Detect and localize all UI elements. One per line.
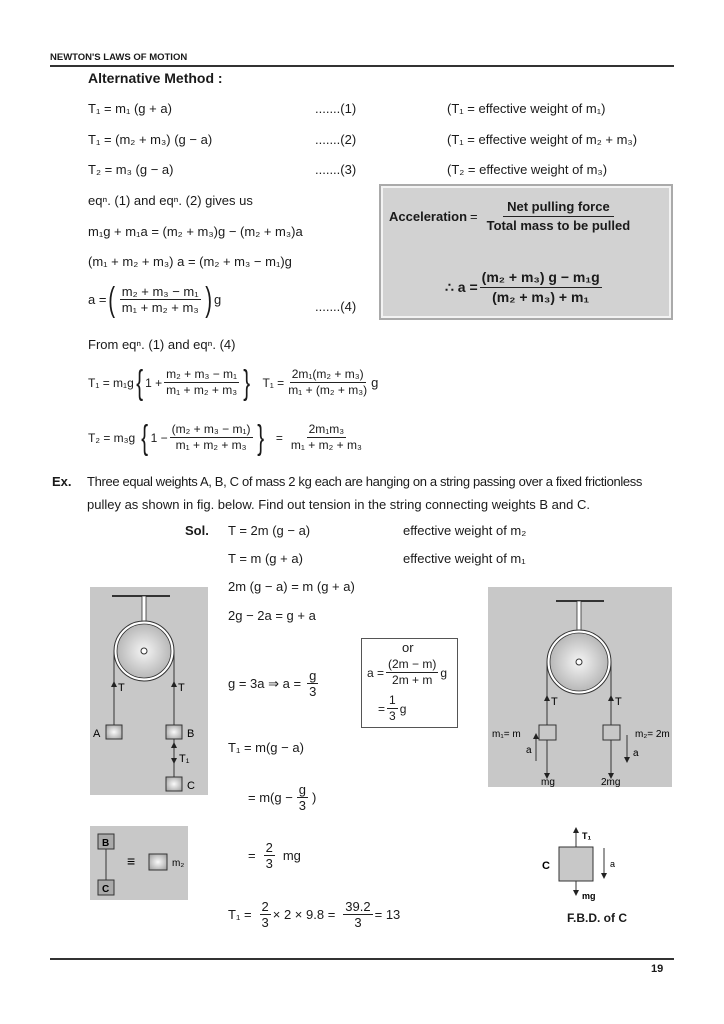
sol-line-2: T = m (g + a): [228, 551, 303, 566]
or-result-numerator: 1: [389, 693, 396, 707]
sol9-mid: × 2 × 9.8 =: [272, 907, 336, 922]
sol9-numerator-2: 39.2: [345, 899, 371, 914]
weight-mg-label: mg: [582, 891, 596, 901]
sol7-tail: ): [312, 790, 317, 805]
combined-mass-label: m₂: [172, 858, 185, 869]
pulley-figure-abc: [90, 587, 208, 795]
or-label: or: [402, 640, 414, 655]
eqn-combine-line: eqⁿ. (1) and eqⁿ. (2) gives us: [88, 193, 253, 208]
accel-label-left: a: [526, 745, 532, 756]
paren-close: ): [204, 280, 212, 319]
sol-note-1: effective weight of m₂: [403, 523, 527, 538]
sol8-tail: mg: [282, 848, 301, 863]
sol-line-9: [228, 899, 400, 930]
arrow-down-icon: [573, 890, 579, 896]
pulley-axle: [576, 659, 582, 665]
or-fraction: [386, 657, 438, 688]
eq-tag-2: .......(2): [315, 132, 357, 147]
figure-background: [90, 587, 208, 795]
eq4-fraction: [120, 284, 201, 315]
sol7-denominator: 3: [298, 798, 307, 813]
page-number: 19: [651, 963, 664, 975]
tension-t1-label: T₁: [179, 753, 190, 765]
t2-numerator-2: 2m₁m₃: [308, 422, 345, 436]
acceleration-box: [379, 184, 673, 320]
eq-line-1: T₁ = m₁ (g + a): [88, 101, 172, 116]
pulley-figure-m1-m2: [488, 587, 672, 787]
example-label: Ex.: [52, 474, 72, 489]
sol-line-1: T = 2m (g − a): [228, 523, 311, 538]
sol9-lhs: T₁ =: [228, 907, 252, 922]
or-result: [378, 693, 406, 724]
eq-note-2: (T₁ = effective weight of m₂ + m₃): [447, 132, 638, 147]
block-m1: [539, 725, 556, 740]
or-result-denominator: 3: [389, 709, 396, 723]
sol8-numerator: 2: [265, 840, 273, 855]
accel-label-right: a: [633, 748, 639, 759]
mass-m1-label: m₁= m: [492, 729, 521, 740]
tension-label-left: T: [118, 682, 125, 694]
accel-result-fraction: [480, 268, 602, 307]
sol-line-8: [248, 840, 301, 871]
sol-line-4: 2g − 2a = g + a: [228, 608, 316, 623]
block-a: [106, 725, 122, 739]
sol9-numerator: 2: [261, 899, 269, 914]
sol9-fraction-2: [343, 899, 372, 930]
t1-denominator: m₁ + m₂ + m₃: [166, 383, 238, 397]
or-tail: g: [440, 665, 448, 680]
method-heading: Alternative Method :: [88, 70, 223, 86]
weight-mg-label: mg: [541, 777, 555, 788]
accel-numerator: Net pulling force: [503, 198, 614, 217]
tension-label-right: T: [615, 696, 622, 708]
eq-line-2: T₁ = (m₂ + m₃) (g − a): [88, 132, 213, 147]
block-a-label: A: [93, 728, 101, 740]
or-result-fraction: [387, 693, 398, 724]
t1-numerator: m₂ + m₃ − m₁: [166, 367, 238, 381]
sol5-fraction: [307, 668, 318, 699]
example-text-line-2: pulley as shown in fig. below. Find out tension in the string connecting weights B and C.: [87, 497, 590, 512]
tension-label-right: T: [178, 682, 185, 694]
eq4-denominator: m₁ + m₂ + m₃: [121, 300, 199, 315]
example-text-line-1: Three equal weights A, B, C of mass 2 kg each are hanging on a string passing over a fixed frictionless: [87, 474, 643, 489]
eq-line-3: T₂ = m₃ (g − a): [88, 162, 174, 177]
accel-result-numerator: (m₂ + m₃) g − m₁g: [480, 268, 602, 288]
accel-fraction: [483, 198, 635, 235]
sol8-lhs: =: [248, 848, 256, 863]
t2-expression: [88, 418, 366, 457]
brace-open: {: [141, 418, 149, 457]
t1-fraction-2: [286, 367, 369, 398]
t2-numerator: (m₂ + m₃ − m₁): [171, 422, 251, 436]
sol8-denominator: 3: [265, 856, 273, 871]
eq-tag-4: .......(4): [315, 299, 357, 314]
equivalent-mass-figure: [90, 826, 188, 900]
sol8-fraction: [264, 840, 275, 871]
arrow-down-icon: [601, 873, 607, 879]
sol-note-2: effective weight of m₁: [403, 551, 526, 566]
t2-lhs: T₂ = m₃g: [88, 430, 136, 445]
accel-label: Acceleration: [389, 209, 468, 224]
one-plus: 1 +: [145, 375, 163, 390]
sol5-denominator: 3: [309, 684, 317, 699]
sol9-tail: = 13: [374, 907, 401, 922]
tension-t1-label: T₁: [582, 831, 592, 841]
t1-numerator-2: 2m₁(m₂ + m₃): [291, 367, 364, 381]
pulley-axle: [141, 648, 147, 654]
sol-line-7: [248, 782, 316, 813]
alternate-result-box: [361, 638, 458, 728]
accel-label: a: [610, 859, 616, 869]
arrow-up-icon: [573, 827, 579, 833]
t2-fraction-2: [289, 422, 364, 453]
eq-note-1: (T₁ = effective weight of m₁): [447, 101, 606, 116]
sol5-numerator: g: [309, 668, 317, 683]
paren-open: (: [108, 280, 116, 319]
block-c-label: C: [187, 780, 195, 792]
mass-m2-label: m₂= 2m: [635, 729, 670, 740]
fbd-caption: F.B.D. of C: [567, 911, 627, 925]
eq4-tail: g: [213, 292, 222, 307]
footer-rule: [50, 958, 674, 960]
eq-4: [88, 280, 222, 319]
t2-denominator: m₁ + m₂ + m₃: [175, 438, 247, 452]
accel-result-denominator: (m₂ + m₃) + m₁: [492, 289, 590, 305]
or-formula: [367, 657, 447, 688]
t1-lhs-2: T₁ =: [262, 375, 285, 390]
t2-equals: =: [275, 430, 283, 445]
brace-open: {: [136, 363, 143, 402]
accel-result: [445, 268, 604, 307]
or-denominator: 2m + m: [392, 673, 433, 687]
one-minus: 1 −: [150, 430, 168, 445]
block-b-label: B: [102, 838, 110, 849]
eq4-lhs: a =: [88, 292, 107, 307]
eq4-numerator: m₂ + m₃ − m₁: [121, 284, 199, 299]
block-c-label: C: [102, 884, 110, 895]
fbd-figure: [542, 826, 634, 901]
from-eqn-line: From eqⁿ. (1) and eqⁿ. (4): [88, 337, 236, 352]
weight-2mg-label: 2mg: [601, 777, 621, 788]
eq-tag-3: .......(3): [315, 162, 357, 177]
sol7-lhs: = m(g −: [248, 790, 293, 805]
sol7-fraction: [297, 782, 308, 813]
eq-line-6: (m₁ + m₂ + m₃) a = (m₂ + m₃ − m₁)g: [88, 254, 292, 269]
accel-equals: =: [470, 209, 478, 224]
sol9-denominator-2: 3: [354, 915, 362, 930]
t2-fraction: [170, 422, 253, 453]
t1-denominator-2: m₁ + (m₂ + m₃): [288, 383, 368, 397]
or-equals: =: [378, 701, 386, 716]
eq-note-3: (T₂ = effective weight of m₃): [447, 162, 608, 177]
block-c-label: C: [542, 860, 550, 872]
eq-tag-1: .......(1): [315, 101, 357, 116]
equivalent-symbol: ≡: [127, 853, 136, 869]
sol-line-6: T₁ = m(g − a): [228, 740, 304, 755]
sol5-lhs: g = 3a ⇒ a =: [228, 675, 302, 691]
combined-block: [149, 854, 167, 870]
sol7-numerator: g: [298, 782, 307, 797]
or-numerator: (2m − m): [388, 657, 437, 671]
accel-denominator: Total mass to be pulled: [486, 218, 631, 233]
or-lhs: a =: [367, 665, 385, 680]
t2-denominator-2: m₁ + m₂ + m₃: [290, 438, 362, 452]
solution-label: Sol.: [185, 523, 209, 538]
block-m2: [603, 725, 620, 740]
block-c: [559, 847, 593, 881]
t1-tail: g: [371, 375, 379, 390]
t1-fraction: [164, 367, 239, 398]
block-c: [166, 777, 182, 791]
therefore-a: ∴ a =: [445, 279, 478, 295]
block-b-label: B: [187, 728, 195, 740]
t1-lhs: T₁ = m₁g: [88, 375, 134, 390]
block-b: [166, 725, 182, 739]
brace-close: }: [256, 418, 264, 457]
or-result-tail: g: [399, 701, 407, 716]
section-title: NEWTON'S LAWS OF MOTION: [50, 52, 188, 63]
sol9-fraction: [260, 899, 271, 930]
brace-close: }: [243, 363, 251, 402]
accel-formula: [389, 198, 636, 235]
header-rule: [50, 65, 674, 67]
t1-expression: [88, 363, 379, 402]
sol9-denominator: 3: [261, 915, 269, 930]
sol-line-5: [228, 668, 320, 699]
sol-line-3: 2m (g − a) = m (g + a): [228, 579, 355, 594]
eq-line-5: m₁g + m₁a = (m₂ + m₃)g − (m₂ + m₃)a: [88, 224, 303, 239]
tension-label-left: T: [551, 696, 558, 708]
